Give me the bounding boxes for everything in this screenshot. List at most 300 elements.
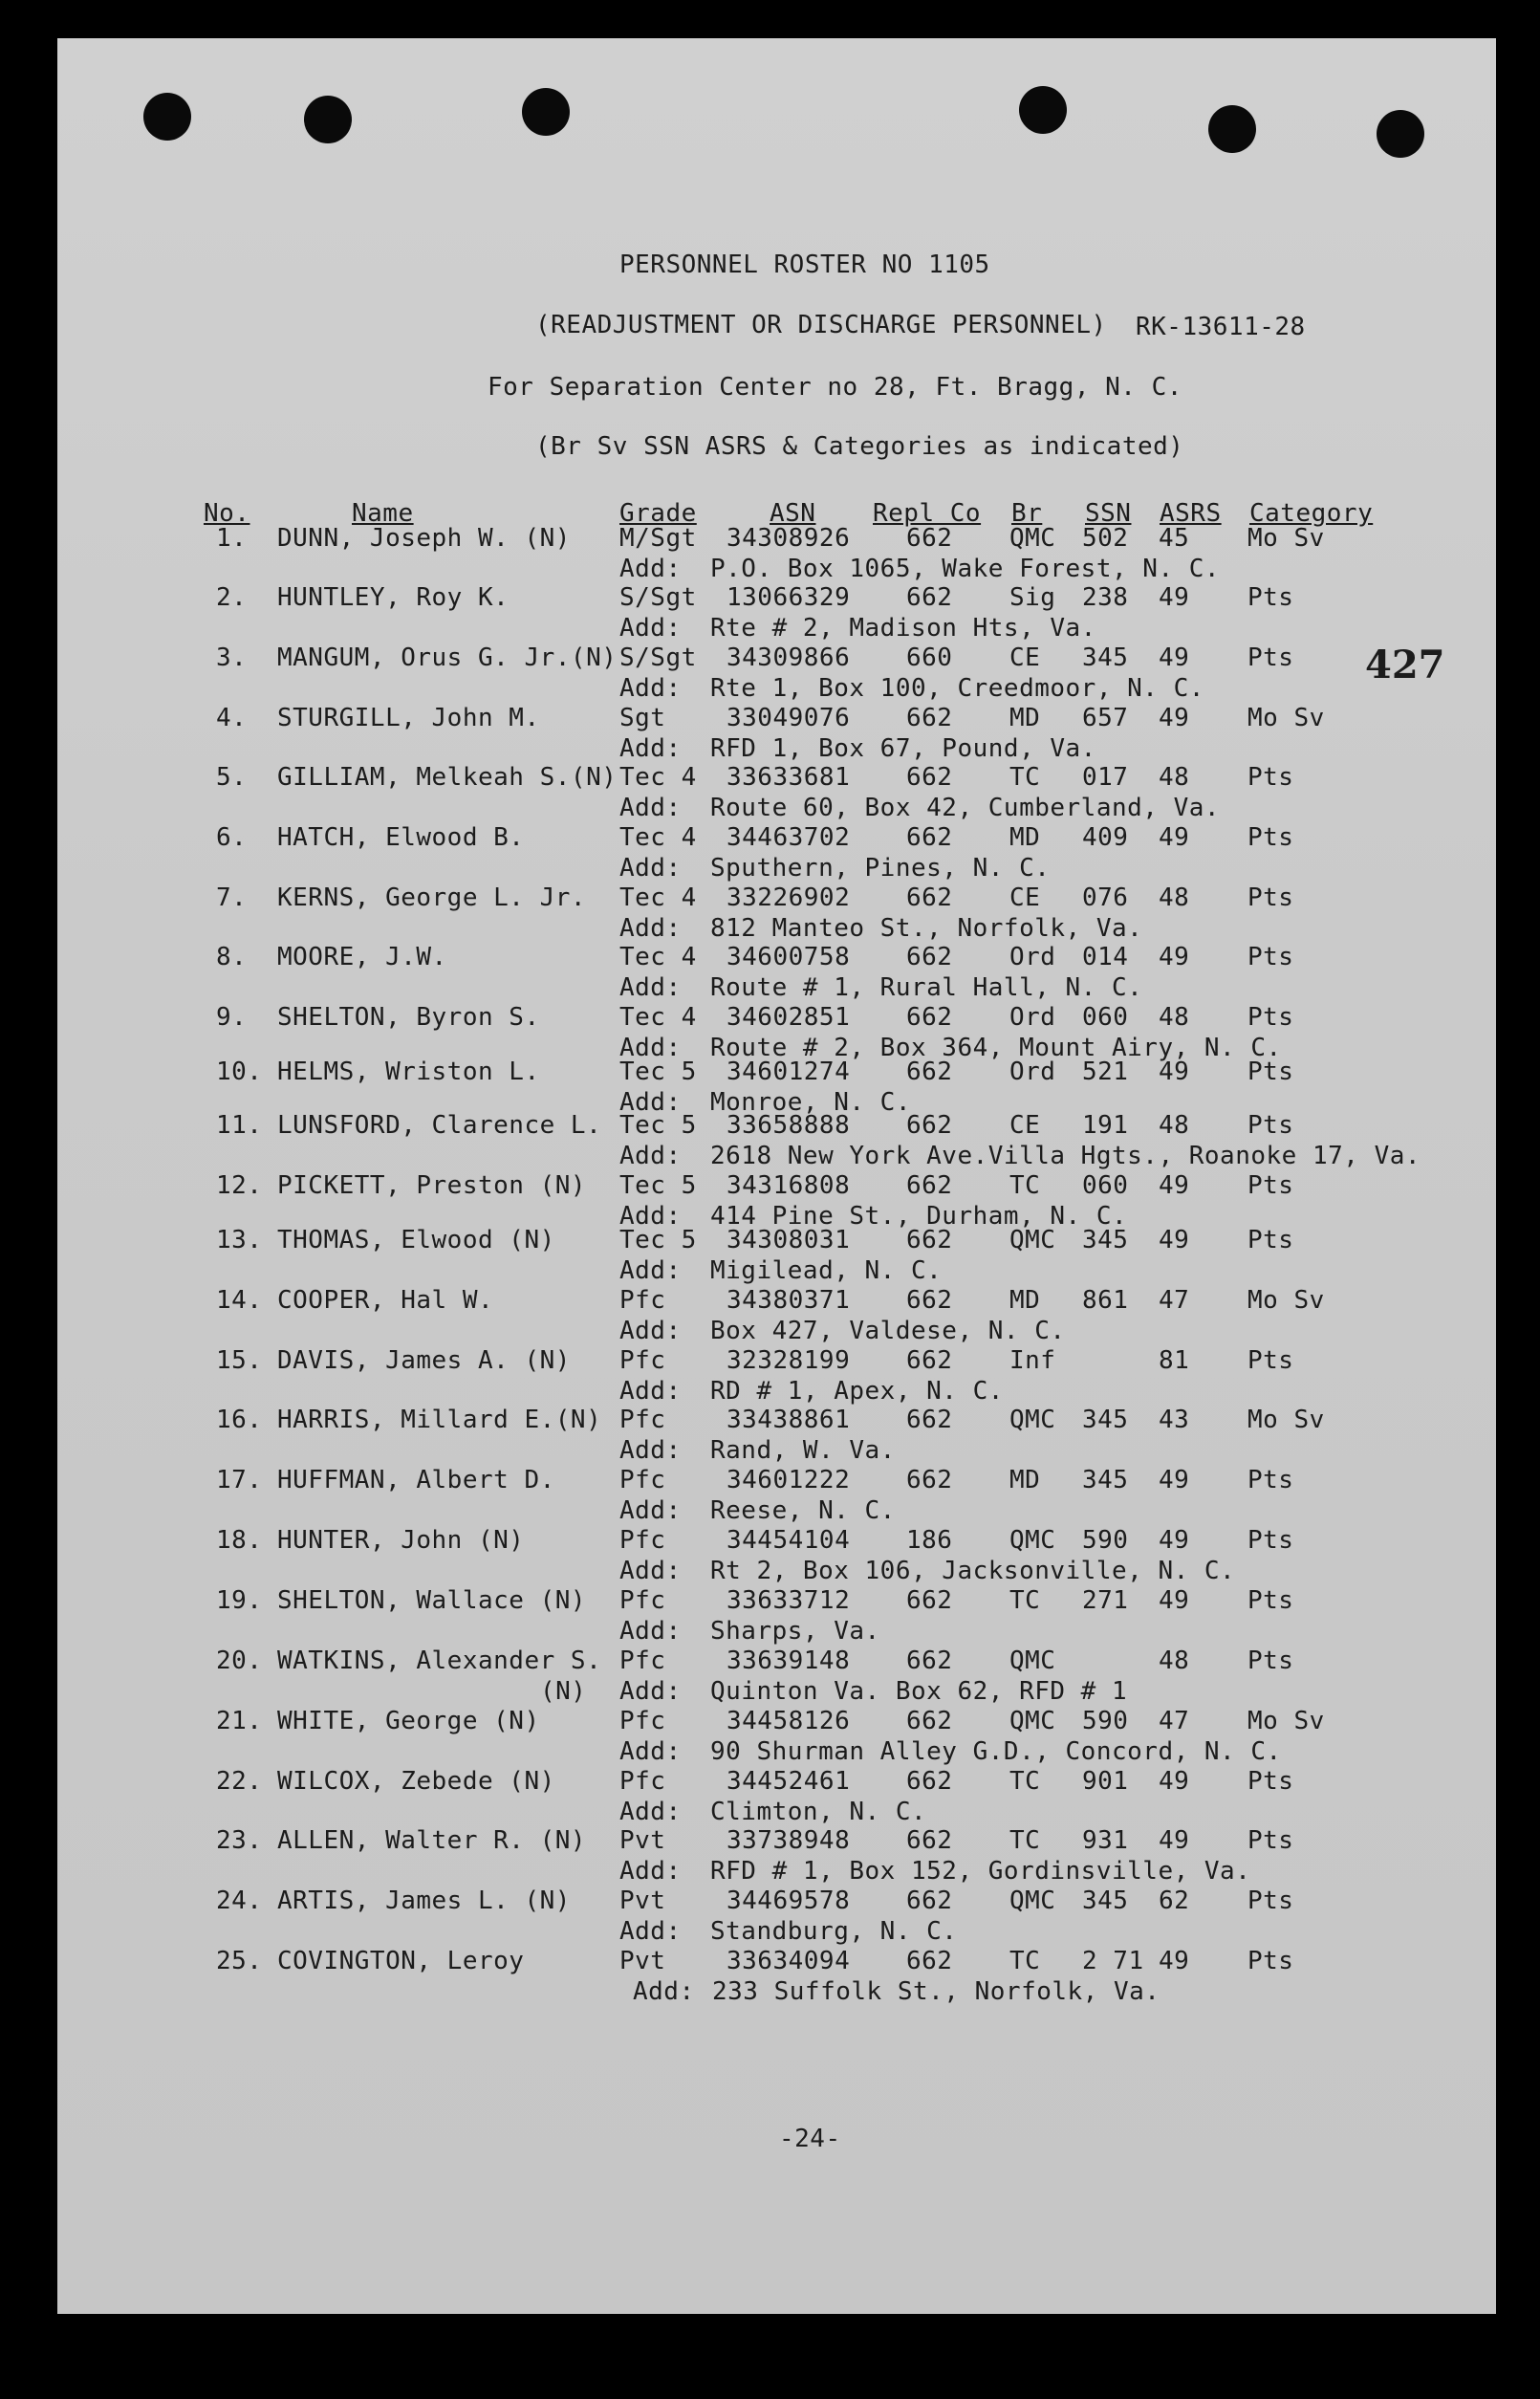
asn: 34309866 xyxy=(727,643,851,672)
table-row xyxy=(0,1947,1540,2004)
soldier-name: HUNTER, John (N) xyxy=(277,1526,525,1555)
branch: TC xyxy=(1009,1826,1041,1855)
row-number: 2. xyxy=(216,583,248,612)
asrs: 49 xyxy=(1159,1226,1190,1254)
address-label: Add: xyxy=(619,914,682,943)
address-label: Add: xyxy=(619,1617,682,1646)
category: Pts xyxy=(1247,1111,1294,1140)
address: Migilead, N. C. xyxy=(710,1256,943,1285)
repl-co: 662 xyxy=(906,1111,953,1140)
row-number: 21. xyxy=(216,1707,263,1735)
grade: Pfc xyxy=(619,1707,666,1735)
row-number: 13. xyxy=(216,1226,263,1254)
ssn: 060 xyxy=(1082,1003,1129,1032)
punch-hole xyxy=(1019,86,1067,134)
soldier-name: WHITE, George (N) xyxy=(277,1707,540,1735)
grade: Pfc xyxy=(619,1286,666,1315)
category: Pts xyxy=(1247,763,1294,792)
asn: 33633712 xyxy=(727,1586,851,1615)
address: RFD 1, Box 67, Pound, Va. xyxy=(710,734,1096,763)
ssn: 345 xyxy=(1082,1226,1129,1254)
grade: S/Sgt xyxy=(619,643,697,672)
branch: Inf xyxy=(1009,1346,1056,1375)
repl-co: 662 xyxy=(906,704,953,732)
asrs: 49 xyxy=(1159,1171,1190,1200)
category: Pts xyxy=(1247,1346,1294,1375)
branch: CE xyxy=(1009,643,1041,672)
table-row xyxy=(0,704,1540,761)
address: Route # 2, Box 364, Mount Airy, N. C. xyxy=(710,1034,1282,1062)
address-label: Add: xyxy=(619,674,682,703)
asn: 34452461 xyxy=(727,1767,851,1796)
address-label: Add: xyxy=(619,1917,682,1946)
repl-co: 662 xyxy=(906,524,953,553)
category: Pts xyxy=(1247,1171,1294,1200)
asrs: 45 xyxy=(1159,524,1190,553)
category: Pts xyxy=(1247,1767,1294,1796)
ssn: 657 xyxy=(1082,704,1129,732)
asn: 34454104 xyxy=(727,1526,851,1555)
asrs: 49 xyxy=(1159,704,1190,732)
branch: TC xyxy=(1009,1171,1041,1200)
grade: Pfc xyxy=(619,1767,666,1796)
asn: 33438861 xyxy=(727,1406,851,1434)
address: Sharps, Va. xyxy=(710,1617,880,1646)
address-label: Add: xyxy=(619,1557,682,1585)
asrs: 49 xyxy=(1159,1826,1190,1855)
repl-co: 662 xyxy=(906,1286,953,1315)
row-number: 20. xyxy=(216,1647,263,1675)
branch: CE xyxy=(1009,1111,1041,1140)
repl-co: 662 xyxy=(906,1767,953,1796)
ssn: 345 xyxy=(1082,1406,1129,1434)
category: Pts xyxy=(1247,583,1294,612)
row-number: 9. xyxy=(216,1003,248,1032)
category: Pts xyxy=(1247,883,1294,912)
ssn: 238 xyxy=(1082,583,1129,612)
row-number: 6. xyxy=(216,823,248,852)
branch: QMC xyxy=(1009,1886,1056,1915)
repl-co: 662 xyxy=(906,1058,953,1086)
ssn: 521 xyxy=(1082,1058,1129,1086)
soldier-name: DAVIS, James A. (N) xyxy=(277,1346,571,1375)
asrs: 47 xyxy=(1159,1286,1190,1315)
soldier-name: MOORE, J.W. xyxy=(277,943,447,971)
soldier-name: THOMAS, Elwood (N) xyxy=(277,1226,555,1254)
address-label: Add: xyxy=(619,1377,682,1406)
repl-co: 662 xyxy=(906,1466,953,1494)
address: Rand, W. Va. xyxy=(710,1436,896,1465)
asn: 33634094 xyxy=(727,1947,851,1975)
grade: S/Sgt xyxy=(619,583,697,612)
asrs: 62 xyxy=(1159,1886,1190,1915)
grade: Pfc xyxy=(619,1406,666,1434)
branch: TC xyxy=(1009,763,1041,792)
grade: Pvt xyxy=(619,1826,666,1855)
address-label: Add: xyxy=(619,1202,682,1231)
address-label: Add: xyxy=(619,973,682,1002)
branch: TC xyxy=(1009,1767,1041,1796)
repl-co: 662 xyxy=(906,1586,953,1615)
category: Pts xyxy=(1247,823,1294,852)
row-number: 3. xyxy=(216,643,248,672)
soldier-name-cont: (N) xyxy=(540,1677,587,1706)
table-row xyxy=(0,1767,1540,1824)
roster-title: PERSONNEL ROSTER NO 1105 xyxy=(619,251,990,279)
asn: 34458126 xyxy=(727,1707,851,1735)
punch-hole xyxy=(304,96,352,143)
address: 812 Manteo St., Norfolk, Va. xyxy=(710,914,1143,943)
table-row xyxy=(0,1886,1540,1944)
soldier-name: SHELTON, Byron S. xyxy=(277,1003,540,1032)
branch: QMC xyxy=(1009,1707,1056,1735)
table-row xyxy=(0,1826,1540,1884)
address-label: Add: xyxy=(619,1496,682,1525)
grade: Tec 4 xyxy=(619,763,697,792)
asrs: 48 xyxy=(1159,883,1190,912)
asn: 34602851 xyxy=(727,1003,851,1032)
address-label: Add: xyxy=(619,1737,682,1766)
address-label: Add: xyxy=(619,555,682,583)
address-label: Add: xyxy=(619,734,682,763)
ssn: 409 xyxy=(1082,823,1129,852)
table-row xyxy=(0,823,1540,881)
address: 233 Suffolk St., Norfolk, Va. xyxy=(712,1977,1160,2006)
ssn: 345 xyxy=(1082,643,1129,672)
asn: 34308926 xyxy=(727,524,851,553)
address: Monroe, N. C. xyxy=(710,1088,911,1117)
asrs: 81 xyxy=(1159,1346,1190,1375)
ssn: 271 xyxy=(1082,1586,1129,1615)
table-row xyxy=(0,1526,1540,1583)
category: Pts xyxy=(1247,1886,1294,1915)
soldier-name: WATKINS, Alexander S. xyxy=(277,1647,602,1675)
soldier-name: ALLEN, Walter R. (N) xyxy=(277,1826,587,1855)
soldier-name: HATCH, Elwood B. xyxy=(277,823,525,852)
column-header-no: No. xyxy=(204,499,250,528)
address-label: Add: xyxy=(619,1088,682,1117)
row-number: 16. xyxy=(216,1406,263,1434)
row-number: 10. xyxy=(216,1058,263,1086)
row-number: 1. xyxy=(216,524,248,553)
ssn: 502 xyxy=(1082,524,1129,553)
category: Mo Sv xyxy=(1247,704,1325,732)
address-label: Add: xyxy=(633,1977,695,2006)
table-row xyxy=(0,1466,1540,1523)
table-row xyxy=(0,524,1540,581)
grade: Pfc xyxy=(619,1586,666,1615)
soldier-name: COVINGTON, Leroy xyxy=(277,1947,525,1975)
category: Pts xyxy=(1247,1586,1294,1615)
branch: CE xyxy=(1009,883,1041,912)
category: Mo Sv xyxy=(1247,1406,1325,1434)
asrs: 49 xyxy=(1159,1526,1190,1555)
address: P.O. Box 1065, Wake Forest, N. C. xyxy=(710,555,1221,583)
asrs: 49 xyxy=(1159,1767,1190,1796)
address: 414 Pine St., Durham, N. C. xyxy=(710,1202,1128,1231)
table-row xyxy=(0,1586,1540,1644)
soldier-name: COOPER, Hal W. xyxy=(277,1286,494,1315)
category: Pts xyxy=(1247,643,1294,672)
punch-hole xyxy=(1377,110,1424,158)
repl-co: 662 xyxy=(906,763,953,792)
address: RD # 1, Apex, N. C. xyxy=(710,1377,1004,1406)
repl-co: 660 xyxy=(906,643,953,672)
repl-co: 186 xyxy=(906,1526,953,1555)
ssn: 076 xyxy=(1082,883,1129,912)
asrs: 49 xyxy=(1159,1947,1190,1975)
ssn: 590 xyxy=(1082,1707,1129,1735)
ssn: 345 xyxy=(1082,1886,1129,1915)
category: Mo Sv xyxy=(1247,1286,1325,1315)
repl-co: 662 xyxy=(906,823,953,852)
grade: Pfc xyxy=(619,1466,666,1494)
asrs: 49 xyxy=(1159,823,1190,852)
row-number: 25. xyxy=(216,1947,263,1975)
row-number: 14. xyxy=(216,1286,263,1315)
soldier-name: LUNSFORD, Clarence L. xyxy=(277,1111,602,1140)
row-number: 15. xyxy=(216,1346,263,1375)
column-header-category: Category xyxy=(1249,499,1374,528)
ssn: 931 xyxy=(1082,1826,1129,1855)
address-label: Add: xyxy=(619,1677,682,1706)
repl-co: 662 xyxy=(906,883,953,912)
category: Pts xyxy=(1247,1058,1294,1086)
ssn: 2 71 xyxy=(1082,1947,1144,1975)
address: Sputhern, Pines, N. C. xyxy=(710,854,1051,883)
table-row xyxy=(0,1003,1540,1060)
table-row xyxy=(0,583,1540,641)
row-number: 5. xyxy=(216,763,248,792)
asn: 13066329 xyxy=(727,583,851,612)
soldier-name: HUFFMAN, Albert D. xyxy=(277,1466,555,1494)
row-number: 24. xyxy=(216,1886,263,1915)
category: Pts xyxy=(1247,1647,1294,1675)
table-row xyxy=(0,1171,1540,1229)
branch: Sig xyxy=(1009,583,1056,612)
table-row xyxy=(0,1286,1540,1343)
row-number: 23. xyxy=(216,1826,263,1855)
table-row xyxy=(0,643,1540,701)
table-row xyxy=(0,943,1540,1000)
column-header-name: Name xyxy=(352,499,414,528)
punch-hole xyxy=(522,88,570,136)
address: Route 60, Box 42, Cumberland, Va. xyxy=(710,794,1221,822)
page-number: -24- xyxy=(779,2125,841,2153)
branch: QMC xyxy=(1009,1406,1056,1434)
repl-co: 662 xyxy=(906,1826,953,1855)
row-number: 19. xyxy=(216,1586,263,1615)
asn: 34380371 xyxy=(727,1286,851,1315)
ssn: 590 xyxy=(1082,1526,1129,1555)
asrs: 48 xyxy=(1159,1647,1190,1675)
grade: Tec 5 xyxy=(619,1111,697,1140)
soldier-name: WILCOX, Zebede (N) xyxy=(277,1767,555,1796)
grade: M/Sgt xyxy=(619,524,697,553)
column-header-br: Br xyxy=(1011,499,1043,528)
soldier-name: STURGILL, John M. xyxy=(277,704,540,732)
address-label: Add: xyxy=(619,794,682,822)
ssn: 017 xyxy=(1082,763,1129,792)
asrs: 49 xyxy=(1159,643,1190,672)
asn: 34316808 xyxy=(727,1171,851,1200)
ssn: 345 xyxy=(1082,1466,1129,1494)
table-row xyxy=(0,1226,1540,1283)
asn: 34308031 xyxy=(727,1226,851,1254)
address: Box 427, Valdese, N. C. xyxy=(710,1317,1066,1345)
asn: 34469578 xyxy=(727,1886,851,1915)
branch: MD xyxy=(1009,1286,1041,1315)
address: Quinton Va. Box 62, RFD # 1 xyxy=(710,1677,1128,1706)
row-number: 22. xyxy=(216,1767,263,1796)
address-label: Add: xyxy=(619,854,682,883)
soldier-name: MANGUM, Orus G. Jr.(N) xyxy=(277,643,618,672)
asrs: 49 xyxy=(1159,583,1190,612)
asrs: 48 xyxy=(1159,1111,1190,1140)
table-row xyxy=(0,1406,1540,1463)
ssn: 060 xyxy=(1082,1171,1129,1200)
repl-co: 662 xyxy=(906,1171,953,1200)
address: 90 Shurman Alley G.D., Concord, N. C. xyxy=(710,1737,1282,1766)
address: RFD # 1, Box 152, Gordinsville, Va. xyxy=(710,1857,1251,1886)
branch: Ord xyxy=(1009,1058,1056,1086)
address-label: Add: xyxy=(619,1034,682,1062)
address: Standburg, N. C. xyxy=(710,1917,958,1946)
row-number: 12. xyxy=(216,1171,263,1200)
category: Pts xyxy=(1247,1526,1294,1555)
address: 2618 New York Ave.Villa Hgts., Roanoke 17, Va. xyxy=(710,1142,1421,1170)
asn: 32328199 xyxy=(727,1346,851,1375)
address-label: Add: xyxy=(619,1317,682,1345)
roster-note: (Br Sv SSN ASRS & Categories as indicated) xyxy=(535,432,1184,461)
soldier-name: SHELTON, Wallace (N) xyxy=(277,1586,587,1615)
grade: Tec 5 xyxy=(619,1226,697,1254)
category: Pts xyxy=(1247,1826,1294,1855)
address: Route # 1, Rural Hall, N. C. xyxy=(710,973,1143,1002)
table-row xyxy=(0,1707,1540,1764)
branch: Ord xyxy=(1009,1003,1056,1032)
address: Rte # 2, Madison Hts, Va. xyxy=(710,614,1096,643)
grade: Tec 4 xyxy=(619,1003,697,1032)
asrs: 49 xyxy=(1159,1058,1190,1086)
asn: 33658888 xyxy=(727,1111,851,1140)
column-header-asn: ASN xyxy=(770,499,816,528)
grade: Tec 5 xyxy=(619,1058,697,1086)
column-header-ssn: SSN xyxy=(1085,499,1132,528)
asn: 33049076 xyxy=(727,704,851,732)
soldier-name: HARRIS, Millard E.(N) xyxy=(277,1406,602,1434)
soldier-name: HELMS, Wriston L. xyxy=(277,1058,540,1086)
repl-co: 662 xyxy=(906,1947,953,1975)
category: Pts xyxy=(1247,1003,1294,1032)
grade: Tec 5 xyxy=(619,1171,697,1200)
address: Rte 1, Box 100, Creedmoor, N. C. xyxy=(710,674,1204,703)
asn: 33639148 xyxy=(727,1647,851,1675)
ssn: 014 xyxy=(1082,943,1129,971)
column-header-asrs: ASRS xyxy=(1160,499,1222,528)
address-label: Add: xyxy=(619,1256,682,1285)
asn: 34601274 xyxy=(727,1058,851,1086)
table-row xyxy=(0,883,1540,941)
branch: Ord xyxy=(1009,943,1056,971)
repl-co: 662 xyxy=(906,1886,953,1915)
branch: MD xyxy=(1009,704,1041,732)
row-number: 18. xyxy=(216,1526,263,1555)
branch: QMC xyxy=(1009,1647,1056,1675)
category: Pts xyxy=(1247,943,1294,971)
branch: QMC xyxy=(1009,1526,1056,1555)
grade: Tec 4 xyxy=(619,883,697,912)
asrs: 48 xyxy=(1159,763,1190,792)
row-number: 8. xyxy=(216,943,248,971)
asrs: 48 xyxy=(1159,1003,1190,1032)
column-header-repl-co: Repl Co xyxy=(873,499,982,528)
branch: MD xyxy=(1009,823,1041,852)
soldier-name: DUNN, Joseph W. (N) xyxy=(277,524,571,553)
address-label: Add: xyxy=(619,1142,682,1170)
grade: Pfc xyxy=(619,1526,666,1555)
punch-hole xyxy=(1208,105,1256,153)
ssn: 861 xyxy=(1082,1286,1129,1315)
repl-co: 662 xyxy=(906,943,953,971)
address: Reese, N. C. xyxy=(710,1496,896,1525)
asn: 33738948 xyxy=(727,1826,851,1855)
soldier-name: KERNS, George L. Jr. xyxy=(277,883,587,912)
grade: Pfc xyxy=(619,1647,666,1675)
category: Pts xyxy=(1247,1226,1294,1254)
soldier-name: GILLIAM, Melkeah S.(N) xyxy=(277,763,618,792)
branch: TC xyxy=(1009,1586,1041,1615)
grade: Pfc xyxy=(619,1346,666,1375)
repl-co: 662 xyxy=(906,1346,953,1375)
address-label: Add: xyxy=(619,1798,682,1826)
grade: Pvt xyxy=(619,1886,666,1915)
table-row xyxy=(0,1111,1540,1168)
asrs: 49 xyxy=(1159,1586,1190,1615)
row-number: 11. xyxy=(216,1111,263,1140)
table-row xyxy=(0,1346,1540,1404)
category: Mo Sv xyxy=(1247,524,1325,553)
punch-hole xyxy=(143,93,191,141)
asrs: 43 xyxy=(1159,1406,1190,1434)
grade: Tec 4 xyxy=(619,823,697,852)
branch: TC xyxy=(1009,1947,1041,1975)
table-row xyxy=(0,1058,1540,1115)
repl-co: 662 xyxy=(906,1003,953,1032)
asn: 34463702 xyxy=(727,823,851,852)
branch: MD xyxy=(1009,1466,1041,1494)
repl-co: 662 xyxy=(906,1406,953,1434)
category: Mo Sv xyxy=(1247,1707,1325,1735)
table-row xyxy=(0,763,1540,820)
soldier-name: PICKETT, Preston (N) xyxy=(277,1171,587,1200)
asn: 33633681 xyxy=(727,763,851,792)
asn: 34601222 xyxy=(727,1466,851,1494)
branch: QMC xyxy=(1009,1226,1056,1254)
roster-code: RK-13611-28 xyxy=(1136,313,1306,341)
asrs: 47 xyxy=(1159,1707,1190,1735)
category: Pts xyxy=(1247,1466,1294,1494)
address-label: Add: xyxy=(619,1857,682,1886)
soldier-name: ARTIS, James L. (N) xyxy=(277,1886,571,1915)
repl-co: 662 xyxy=(906,1647,953,1675)
grade: Tec 4 xyxy=(619,943,697,971)
ssn: 191 xyxy=(1082,1111,1129,1140)
repl-co: 662 xyxy=(906,1707,953,1735)
category: Pts xyxy=(1247,1947,1294,1975)
asn: 34600758 xyxy=(727,943,851,971)
row-number: 17. xyxy=(216,1466,263,1494)
